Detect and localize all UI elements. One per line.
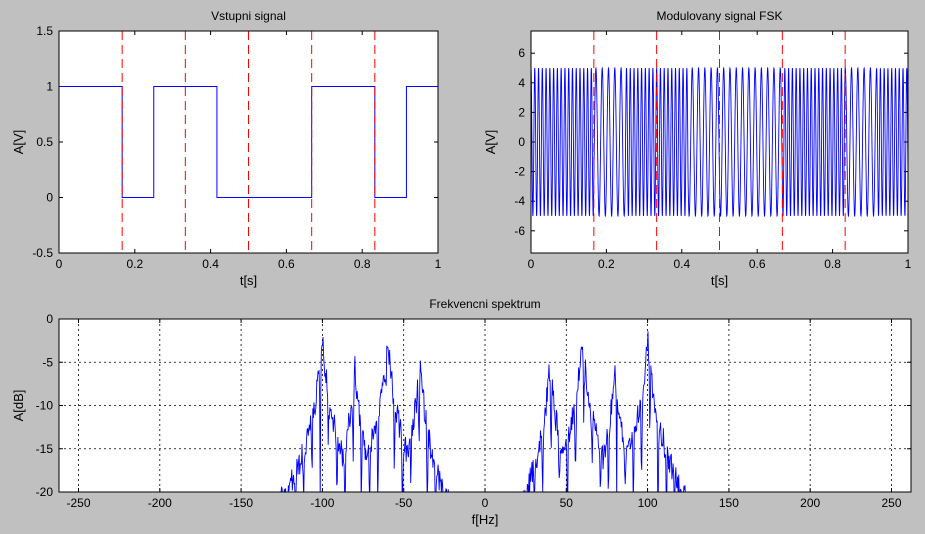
y-tick-label: -15 xyxy=(35,441,53,456)
x-tick-label: 1 xyxy=(434,257,442,271)
x-tick-label: 0.4 xyxy=(202,257,219,271)
y-tick-label: 1 xyxy=(46,79,53,94)
x-axis-label: f[Hz] xyxy=(471,512,499,527)
y-tick-label: 1.5 xyxy=(36,24,53,38)
x-tick-label: 0.6 xyxy=(278,257,295,271)
x-tick-label: -150 xyxy=(229,496,254,510)
x-axis-label: t[s] xyxy=(239,273,258,288)
y-tick-label: 0 xyxy=(46,190,53,205)
x-tick-label: 0 xyxy=(527,257,535,271)
x-tick-label: 0.6 xyxy=(748,257,766,271)
y-tick-label: -6 xyxy=(514,223,525,238)
chart-title: Vstupni signal xyxy=(211,9,286,23)
x-tick-label: 150 xyxy=(718,496,739,510)
y-tick-label: 0.5 xyxy=(36,135,53,149)
y-tick-label: -2 xyxy=(514,164,525,179)
x-tick-label: 0.4 xyxy=(673,257,691,271)
y-tick-label: -10 xyxy=(35,398,53,413)
x-tick-label: 1 xyxy=(904,257,912,271)
x-tick-label: -100 xyxy=(310,496,335,510)
y-tick-label: 0 xyxy=(46,312,53,326)
chart-title: Frekvencni spektrum xyxy=(429,297,541,311)
x-tick-label: 0.2 xyxy=(126,257,144,271)
y-tick-label: 4 xyxy=(518,75,525,90)
axes-input xyxy=(11,9,442,288)
y-tick-label: -0.5 xyxy=(32,246,53,260)
x-axis-label: t[s] xyxy=(710,273,729,288)
x-tick-label: -50 xyxy=(395,496,413,510)
axes-fsk xyxy=(483,9,912,288)
y-tick-label: -5 xyxy=(42,355,53,370)
x-tick-label: 0.8 xyxy=(353,257,371,271)
x-tick-label: -250 xyxy=(66,496,91,510)
chart-title: Modulovany signal FSK xyxy=(656,9,783,23)
x-tick-label: 100 xyxy=(637,496,658,510)
x-tick-label: 0.8 xyxy=(824,257,841,271)
x-tick-label: 50 xyxy=(559,496,573,510)
y-tick-label: 0 xyxy=(518,135,525,149)
y-tick-label: 6 xyxy=(518,46,525,61)
axes-spectrum xyxy=(11,297,911,527)
y-axis-label: A[V] xyxy=(11,129,26,155)
y-axis-label: A[dB] xyxy=(11,389,26,422)
y-axis-label: A[V] xyxy=(483,129,498,155)
x-tick-label: 250 xyxy=(881,496,902,510)
x-tick-label: 0 xyxy=(481,496,489,510)
y-tick-label: -4 xyxy=(514,194,525,209)
y-tick-label: -20 xyxy=(35,485,53,499)
x-tick-label: 0 xyxy=(55,257,63,271)
x-tick-label: -200 xyxy=(147,496,172,510)
y-tick-label: 2 xyxy=(518,105,525,120)
x-tick-label: 200 xyxy=(800,496,821,510)
x-tick-label: 0.2 xyxy=(598,257,615,271)
